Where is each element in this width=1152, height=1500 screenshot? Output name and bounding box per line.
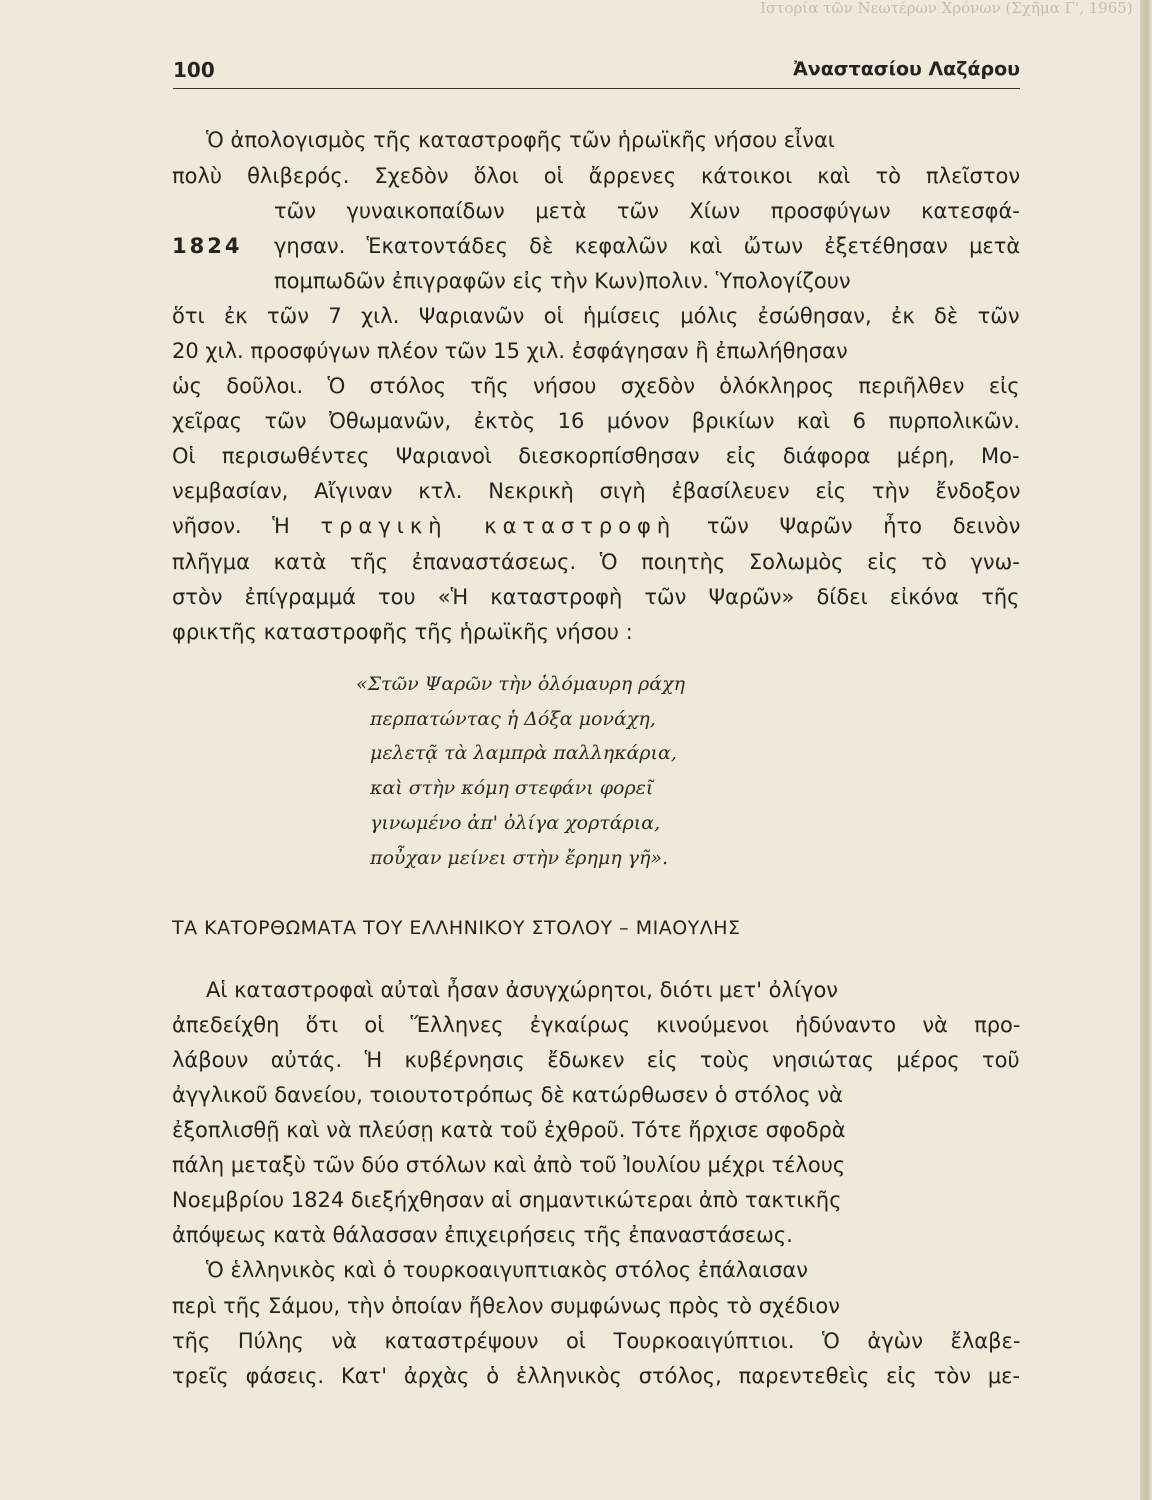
text-line: Οἱ περισωθέντες Ψαριανοὶ διεσκορπίσθησαν εἰς διάφορα μέρη, Μο-	[172, 444, 1020, 468]
text-line: πάλη μεταξὺ τῶν δύο στόλων καὶ ἀπὸ τοῦ Ἰουλίου μέχρι τέλους	[172, 1153, 846, 1177]
text-line: ὡς δοῦλοι. Ὁ στόλος τῆς νήσου σχεδὸν ὁλόκληρος περιῆλθεν εἰς	[172, 374, 1020, 398]
text-line: τρεῖς φάσεις. Κατ' ἀρχὰς ὁ ἑλληνικὸς στόλος, παρεντεθεὶς εἰς τὸν με-	[172, 1364, 1021, 1388]
text-line: στὸν ἐπίγραμμά του «Ἡ καταστροφὴ τῶν Ψαρῶν» δίδει εἰκόνα τῆς	[172, 585, 1020, 609]
text-line-end: τῶν Ψαρῶν ἦτο δεινὸν	[676, 514, 1021, 538]
poem-line: «Στῶν Ψαρῶν τὴν ὁλόμαυρη ράχη	[356, 673, 686, 695]
text-line: Νοεμβρίου 1824 διεξήχθησαν αἱ σημαντικώτεραι ἀπὸ τακτικῆς	[172, 1188, 842, 1212]
text-line: Ὁ ἑλληνικὸς καὶ ὁ τουρκοαιγυπτιακὸς στόλος ἐπάλαισαν	[206, 1258, 808, 1282]
text-line: τῶν γυναικοπαίδων μετὰ τῶν Χίων προσφύγων κατεσφά-	[274, 199, 1020, 223]
text-line: νεμβασίαν, Αἴγιναν κτλ. Νεκρικὴ σιγὴ ἐβασίλευεν εἰς τὴν ἔνδοξον	[172, 479, 1021, 503]
page-edge	[1140, 0, 1152, 1500]
page-header	[173, 58, 1020, 89]
poem-line: καὶ στὴν κόμη στεφάνι φορεῖ	[370, 777, 654, 799]
text-line: φρικτῆς καταστροφῆς τῆς ἡρωϊκῆς νήσου :	[172, 620, 633, 644]
poem-line: γινωμένο ἀπ' ὀλίγα χορτάρια,	[370, 812, 661, 834]
section-heading: ΤΑ ΚΑΤΟΡΘΩΜΑΤΑ ΤΟΥ ΕΛΛΗΝΙΚΟΥ ΣΤΟΛΟΥ – ΜΙΑΟΥΛΗΣ	[172, 917, 741, 939]
text-line	[172, 512, 1020, 540]
running-head: Ἀναστασίου Λαζάρου	[793, 58, 1020, 80]
text-line: Ὁ ἀπολογισμὸς τῆς καταστροφῆς τῶν ἡρωϊκῆς νήσου εἶναι	[206, 128, 835, 152]
text-line: Αἱ καταστροφαὶ αὐταὶ ἦσαν ἀσυγχώρητοι, διότι μετ' ὀλίγον	[206, 978, 839, 1002]
poem-line: περπατώντας ἡ Δόξα μονάχη,	[370, 708, 656, 730]
text-line: πομπωδῶν ἐπιγραφῶν εἰς τὴν Κων)πολιν. Ὑπολογίζουν	[274, 269, 851, 293]
text-line: 20 χιλ. προσφύγων πλέον τῶν 15 χιλ. ἐσφάγησαν ἢ ἐπωλήθησαν	[172, 339, 848, 363]
text-line: ἀπεδείχθη ὅτι οἱ Ἕλληνες ἐγκαίρως κινούμενοι ἠδύναντο νὰ προ-	[172, 1013, 1021, 1037]
margin-year: 1824	[172, 234, 243, 258]
page-number: 100	[173, 58, 215, 82]
text-line: πολὺ θλιβερός. Σχεδὸν ὅλοι οἱ ἄρρενες κάτοικοι καὶ τὸ πλεῖστον	[172, 164, 1021, 188]
text-line: πλῆγμα κατὰ τῆς ἐπαναστάσεως. Ὁ ποιητὴς Σολωμὸς εἰς τὸ γνω-	[172, 550, 1020, 574]
facing-page-sliver: Ιστορία τῶν Νεωτέρων Χρόνων (Σχῆμα Γ', 1965)	[760, 0, 1133, 16]
text-line: περὶ τῆς Σάμου, τὴν ὁποίαν ἤθελον συμφώνως πρὸς τὸ σχέδιον	[172, 1294, 841, 1318]
poem-line: μελετᾷ τὰ λαμπρὰ παλληκάρια,	[370, 742, 677, 764]
text-line: χεῖρας τῶν Ὀθωμανῶν, ἐκτὸς 16 μόνον βρικίων καὶ 6 πυρπολικῶν.	[172, 409, 1021, 433]
text-line: λάβουν αὐτάς. Ἡ κυβέρνησις ἔδωκεν εἰς τοὺς νησιώτας μέρος τοῦ	[172, 1048, 1020, 1072]
text-line: ὅτι ἐκ τῶν 7 χιλ. Ψαριανῶν οἱ ἡμίσεις μόλις ἐσώθησαν, ἐκ δὲ τῶν	[172, 304, 1020, 328]
poem-line: ποὖχαν μείνει στὴν ἔρημη γῆ».	[370, 847, 669, 869]
text-line: ἀπόψεως κατὰ θάλασσαν ἐπιχειρήσεις τῆς ἐπαναστάσεως.	[172, 1223, 793, 1247]
text-line: γησαν. Ἑκατοντάδες δὲ κεφαλῶν καὶ ὤτων ἐξετέθησαν μετὰ	[274, 234, 1021, 258]
text-line: ἀγγλικοῦ δανείου, τοιουτοτρόπως δὲ κατώρθωσεν ὁ στόλος νὰ	[172, 1083, 843, 1107]
text-line-start: νῆσον. Ἡ	[172, 514, 321, 538]
text-line: τῆς Πύλης νὰ καταστρέψουν οἱ Τουρκοαιγύπτιοι. Ὁ ἀγὼν ἔλαβε-	[172, 1329, 1021, 1353]
text-line: ἐξοπλισθῇ καὶ νὰ πλεύσῃ κατὰ τοῦ ἐχθροῦ. Τότε ἤρχισε σφοδρὰ	[172, 1118, 846, 1142]
emphasis-spaced: τραγικὴ καταστροφὴ	[320, 514, 677, 538]
